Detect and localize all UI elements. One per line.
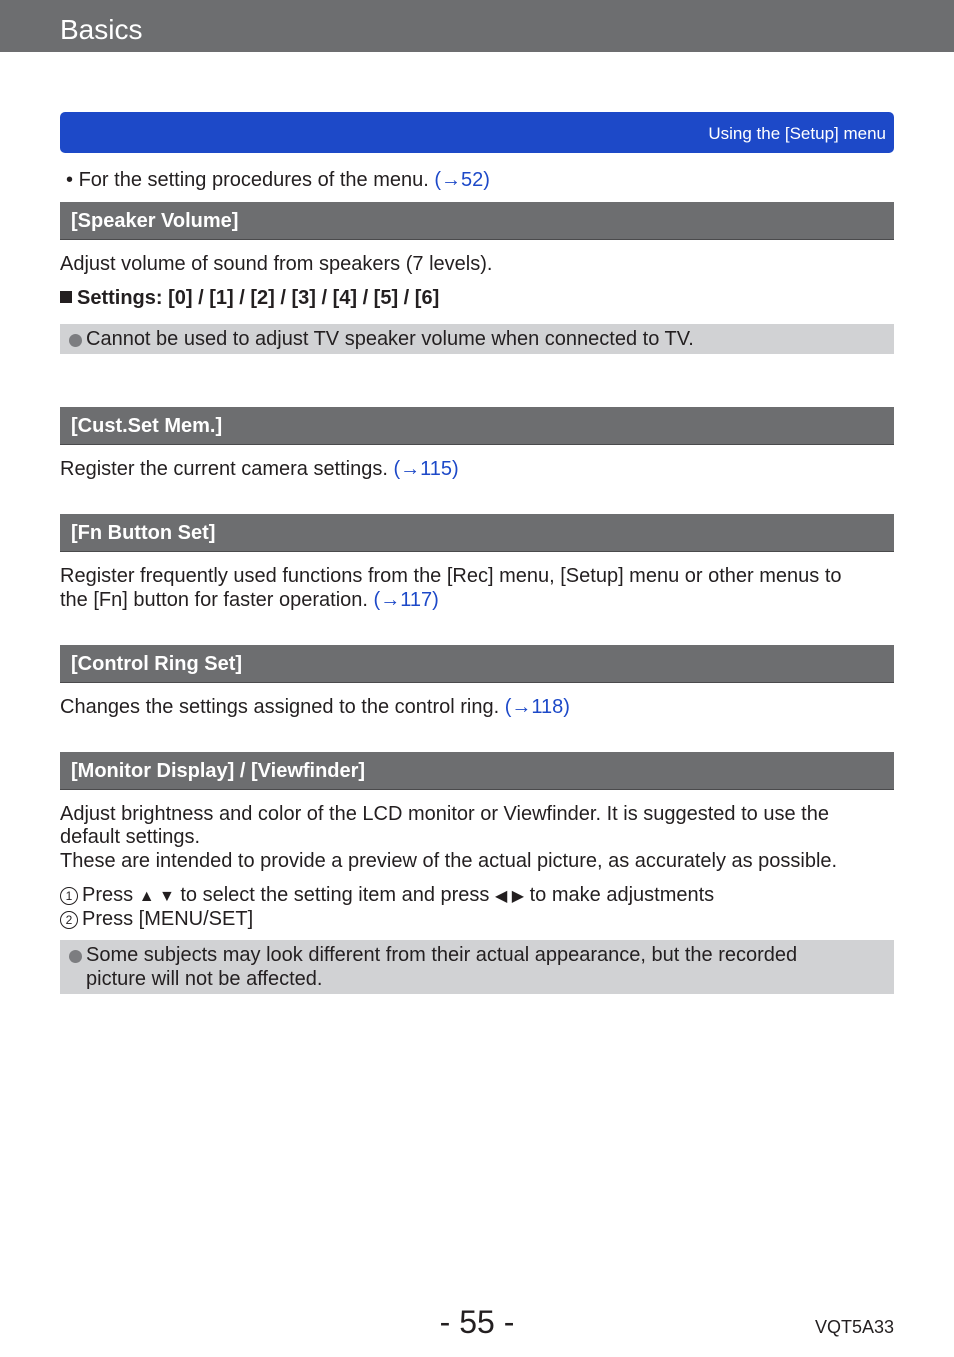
- section-body-line: [60, 695, 570, 719]
- settings-text: Settings: [0] / [1] / [2] / [3] / [4] / [5] / [6]: [77, 287, 440, 309]
- section-header-speaker-volume: [60, 202, 894, 240]
- step-text: to select the setting item and press: [180, 884, 490, 906]
- section-header-cust-set-mem: [60, 407, 894, 445]
- section-header-fn-button-set: [60, 514, 894, 552]
- section-body: default settings.: [60, 826, 201, 848]
- section-header-control-ring-set: [60, 645, 894, 683]
- section-title: [Monitor Display] / [Viewfinder]: [71, 760, 366, 782]
- page-number: - 55 -: [439, 1304, 515, 1340]
- note-box: [60, 324, 894, 354]
- menu-banner: [60, 112, 894, 153]
- step-1: [60, 883, 714, 909]
- section-title: [Control Ring Set]: [71, 653, 243, 675]
- step-text: to make adjustments: [529, 884, 715, 906]
- intro-text: For the setting procedures of the menu.: [78, 169, 429, 191]
- step-text: Press: [82, 884, 134, 906]
- section-body: These are intended to provide a preview of the actual picture, as accurately as possible.: [60, 850, 838, 872]
- chapter-title: Basics: [60, 14, 143, 45]
- intro-bullet: •: [66, 169, 74, 191]
- intro-page-link[interactable]: (→52): [434, 169, 490, 191]
- left-right-arrows-icon: ◀ ▶: [495, 888, 525, 905]
- section-title: [Speaker Volume]: [71, 210, 239, 232]
- circle-bullet-icon: [69, 334, 82, 347]
- menu-banner-label: Using the [Setup] menu: [708, 124, 886, 143]
- section-body-line: [60, 457, 459, 481]
- section-body: Register frequently used functions from the [Rec] menu, [Setup] menu or other menus to: [60, 565, 842, 587]
- chapter-header-bar: [0, 0, 954, 52]
- page-link[interactable]: (→117): [373, 589, 439, 611]
- settings-line: [60, 286, 439, 310]
- step-2: [60, 907, 253, 931]
- section-header-monitor-display: [60, 752, 894, 790]
- note-line: picture will not be affected.: [86, 968, 323, 990]
- document-code: VQT5A33: [814, 1317, 894, 1337]
- section-body-line: [60, 588, 439, 612]
- section-body: the [Fn] button for faster operation.: [60, 589, 368, 611]
- note-line: Some subjects may look different from their actual appearance, but the recorded: [86, 944, 798, 966]
- section-body: Adjust volume of sound from speakers (7 levels).: [60, 253, 493, 275]
- step-number-2: 2: [60, 911, 78, 929]
- section-body: Changes the settings assigned to the control ring.: [60, 696, 500, 718]
- step-text: Press [MENU/SET]: [82, 908, 254, 930]
- square-bullet-icon: [60, 291, 72, 303]
- page-link[interactable]: (→118): [504, 696, 570, 718]
- section-title: [Fn Button Set]: [71, 522, 216, 544]
- step-number-1: 1: [60, 887, 78, 905]
- section-body: Register the current camera settings.: [60, 458, 388, 480]
- note-box: [60, 940, 894, 994]
- page-link[interactable]: (→115): [393, 458, 459, 480]
- section-body: Adjust brightness and color of the LCD monitor or Viewfinder. It is suggested to use the: [60, 803, 829, 825]
- intro-line: [66, 168, 490, 192]
- circle-bullet-icon: [69, 950, 82, 963]
- note-text: Cannot be used to adjust TV speaker volume when connected to TV.: [86, 328, 694, 350]
- note-text: [86, 943, 876, 991]
- up-down-arrows-icon: ▲ ▼: [138, 888, 175, 905]
- section-title: [Cust.Set Mem.]: [71, 415, 223, 437]
